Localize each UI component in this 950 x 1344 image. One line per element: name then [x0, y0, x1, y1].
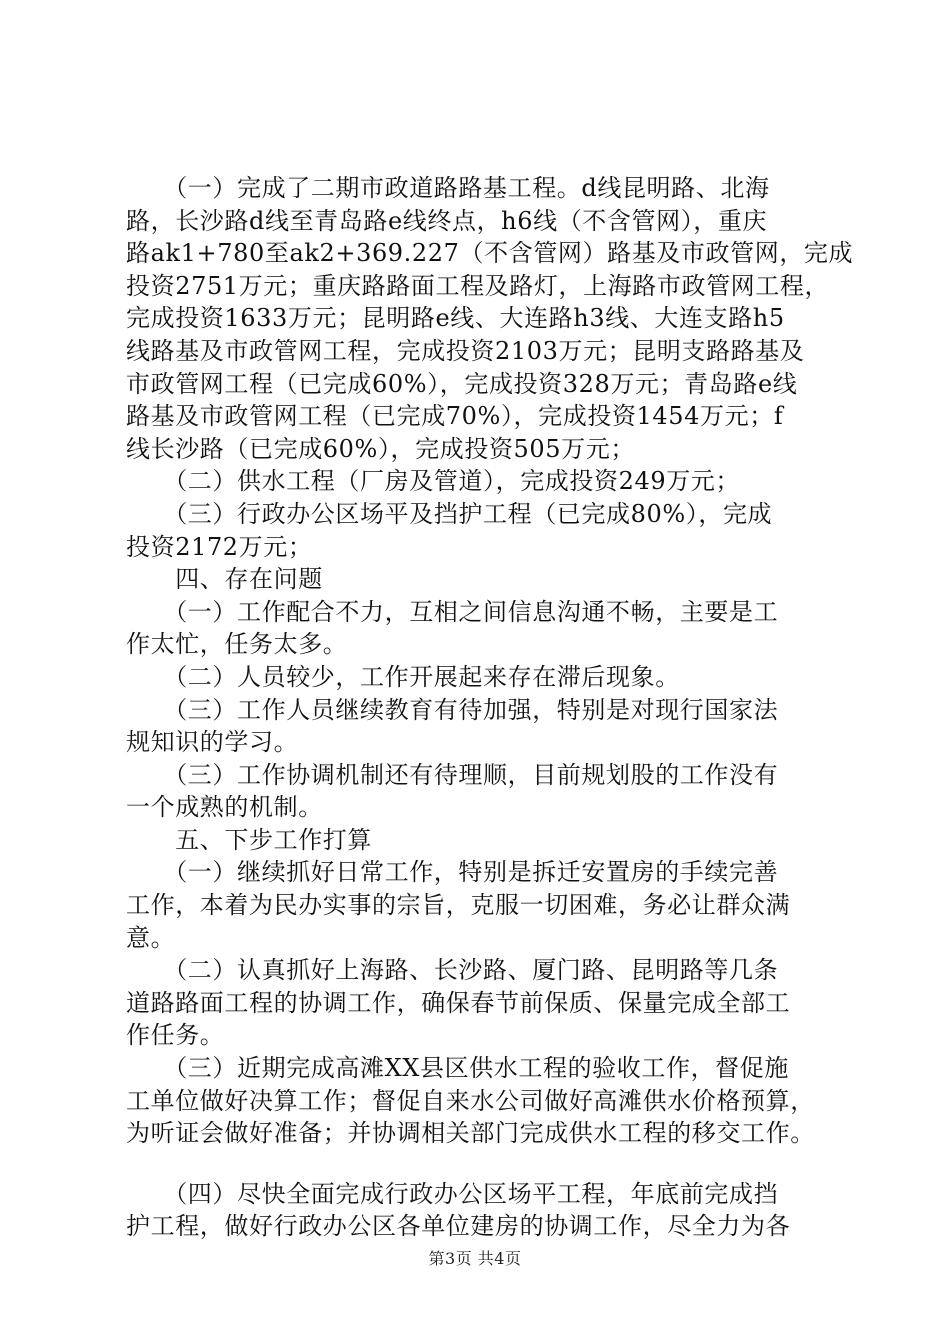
paragraph-admin-area	[126, 498, 836, 563]
text-line: 作任务。	[126, 1021, 225, 1050]
text-line: 为听证会做好准备；并协调相关部门完成供水工程的移交工作。	[126, 1119, 815, 1148]
text-line: 规知识的学习。	[126, 728, 299, 757]
text-line: （二）认真抓好上海路、长沙路、厦门路、昆明路等几条	[126, 956, 779, 985]
text-line: 作太忙，任务太多。	[126, 630, 348, 659]
text-line: 完成投资1633万元；昆明路e线、大连路h3线、大连支路h5	[126, 304, 785, 333]
text-line: （三）近期完成高滩XX县区供水工程的验收工作，督促施	[126, 1054, 789, 1083]
text-line: 一个成熟的机制。	[126, 793, 323, 822]
text-line: 四、存在问题	[126, 565, 323, 594]
text-line: 五、下步工作打算	[126, 825, 372, 854]
text-line: （一）继续抓好日常工作，特别是拆迁安置房的手续完善	[126, 858, 779, 887]
text-line: 意。	[126, 923, 176, 952]
paragraph-problem-3	[126, 694, 836, 759]
paragraph-next-1	[126, 856, 836, 954]
text-line: （三）工作协调机制还有待理顺，目前规划股的工作没有	[126, 760, 779, 789]
paragraph-problem-1	[126, 596, 836, 661]
section-heading-problems	[126, 563, 836, 596]
paragraph-problem-2	[126, 661, 836, 694]
paragraph-water-supply	[126, 465, 836, 498]
paragraph-gap	[126, 1150, 836, 1178]
text-line: （二）人员较少，工作开展起来存在滞后现象。	[126, 662, 680, 691]
paragraph-problem-4	[126, 759, 836, 824]
text-line: （三）工作人员继续教育有待加强，特别是对现行国家法	[126, 695, 779, 724]
paragraph-next-2	[126, 954, 836, 1052]
text-line: （四）尽快全面完成行政办公区场平工程，年底前完成挡	[126, 1179, 779, 1208]
text-line: 路ak1+780至ak2+369.227（不含管网）路基及市政管网，完成	[126, 239, 854, 268]
text-line: 道路路面工程的协调工作，确保春节前保质、保量完成全部工	[126, 988, 791, 1017]
text-line: 工单位做好决算工作；督促自来水公司做好高滩供水价格预算，	[126, 1086, 815, 1115]
text-line: 路，长沙路d线至青岛路e线终点，h6线（不含管网），重庆	[126, 206, 768, 235]
text-line: 线路基及市政管网工程，完成投资2103万元；昆明支路路基及	[126, 336, 805, 365]
text-line: 线长沙路（已完成60%），完成投资505万元；	[126, 434, 635, 463]
text-line: 投资2751万元；重庆路路面工程及路灯，上海路市政管网工程，	[126, 271, 830, 300]
text-line: （一）工作配合不力，互相之间信息沟通不畅，主要是工	[126, 597, 779, 626]
text-line: 工作，本着为民办实事的宗旨，克服一切困难，务必让群众满	[126, 891, 791, 920]
section-heading-next-steps	[126, 824, 836, 857]
document-body	[126, 172, 854, 1243]
paragraph-next-4	[126, 1178, 836, 1243]
text-line: （三）行政办公区场平及挡护工程（已完成80%），完成	[126, 499, 773, 528]
page-number-footer: 第3页 共4页	[428, 1249, 522, 1268]
text-line: （二）供水工程（厂房及管道），完成投资249万元；	[126, 467, 741, 496]
text-line: 投资2172万元；	[126, 532, 313, 561]
text-line: （一）完成了二期市政道路路基工程。d线昆明路、北海	[126, 174, 770, 202]
text-line: 路基及市政管网工程（已完成70%），完成投资1454万元；f	[126, 402, 784, 431]
paragraph-next-3	[126, 1052, 836, 1150]
paragraph-completed-roads	[126, 172, 854, 465]
text-line: 市政管网工程（已完成60%），完成投资328万元；青岛路e线	[126, 369, 798, 398]
text-line: 护工程，做好行政办公区各单位建房的协调工作，尽全力为各	[126, 1212, 791, 1241]
